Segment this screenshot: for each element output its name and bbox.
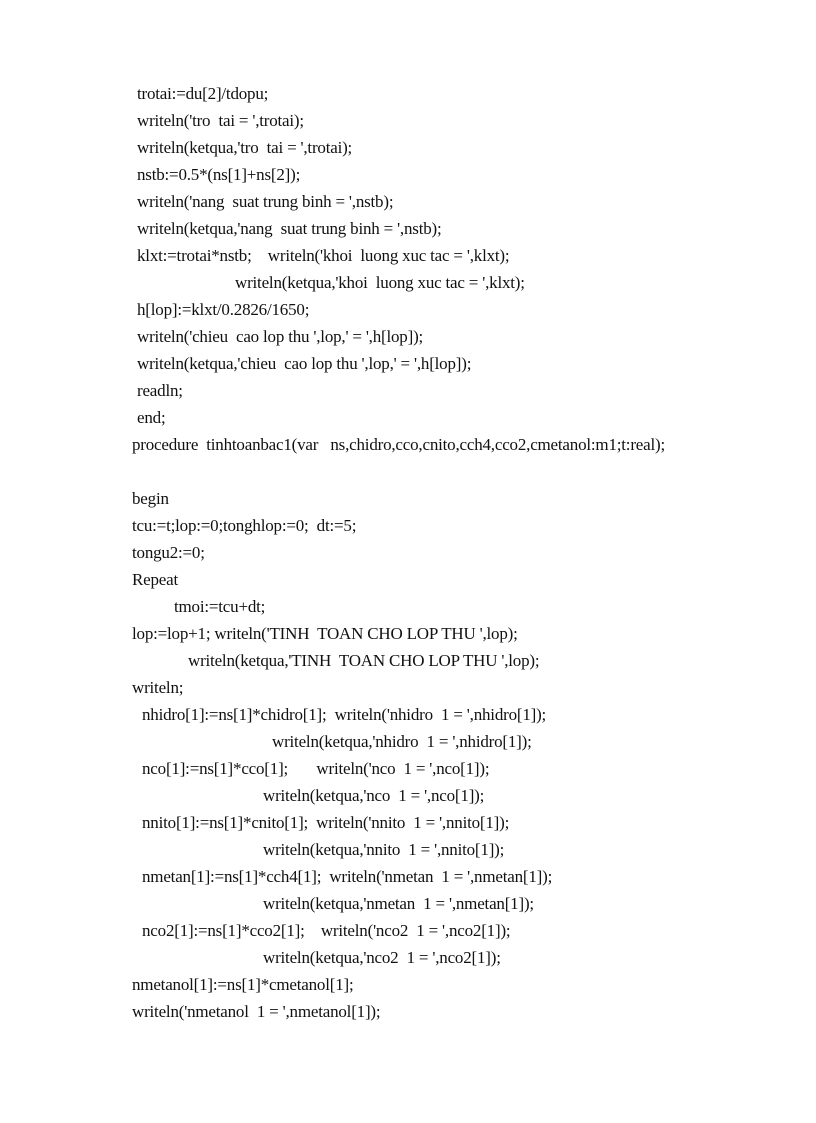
code-line: writeln(ketqua,'khoi luong xuc tac = ',klxt); [235, 273, 525, 292]
code-line: nnito[1]:=ns[1]*cnito[1]; writeln('nnito 1 = ',nnito[1]); [142, 813, 510, 832]
code-line: writeln('tro tai = ',trotai); [137, 111, 304, 130]
code-line: tongu2:=0; [132, 543, 205, 562]
code-line: end; [137, 408, 166, 427]
code-line: begin [132, 489, 169, 508]
code-line: writeln('chieu cao lop thu ',lop,' = ',h[lop]); [137, 327, 424, 346]
code-line: writeln(ketqua,'chieu cao lop thu ',lop,' = ',h[lop]); [137, 354, 472, 373]
code-line: lop:=lop+1; writeln('TINH TOAN CHO LOP THU ',lop); [132, 624, 518, 643]
code-line: trotai:=du[2]/tdopu; [137, 84, 269, 103]
code-line: writeln(ketqua,'nco 1 = ',nco[1]); [263, 786, 485, 805]
code-line: readln; [137, 381, 183, 400]
code-line: nco2[1]:=ns[1]*cco2[1]; writeln('nco2 1 = ',nco2[1]); [142, 921, 511, 940]
code-line: writeln(ketqua,'nco2 1 = ',nco2[1]); [263, 948, 501, 967]
code-line: writeln(ketqua,'nhidro 1 = ',nhidro[1]); [272, 732, 532, 751]
code-line: klxt:=trotai*nstb; writeln('khoi luong xuc tac = ',klxt); [137, 246, 510, 265]
code-line: writeln(ketqua,'TINH TOAN CHO LOP THU ',lop); [188, 651, 540, 670]
code-line: writeln('nmetanol 1 = ',nmetanol[1]); [132, 1002, 381, 1021]
code-line: procedure tinhtoanbac1(var ns,chidro,cco,cnito,cch4,cco2,cmetanol:m1;t:real); [132, 435, 665, 454]
code-line: h[lop]:=klxt/0.2826/1650; [137, 300, 310, 319]
code-line: writeln(ketqua,'nnito 1 = ',nnito[1]); [263, 840, 505, 859]
code-line: Repeat [132, 570, 178, 589]
code-line: nmetan[1]:=ns[1]*cch4[1]; writeln('nmetan 1 = ',nmetan[1]); [142, 867, 553, 886]
code-line: writeln(ketqua,'nmetan 1 = ',nmetan[1]); [263, 894, 534, 913]
code-line: nmetanol[1]:=ns[1]*cmetanol[1]; [132, 975, 354, 994]
code-line: nco[1]:=ns[1]*cco[1]; writeln('nco 1 = ',nco[1]); [142, 759, 490, 778]
code-line: nhidro[1]:=ns[1]*chidro[1]; writeln('nhidro 1 = ',nhidro[1]); [142, 705, 547, 724]
code-line: writeln; [132, 678, 184, 697]
code-line: tmoi:=tcu+dt; [174, 597, 266, 616]
code-line: writeln(ketqua,'nang suat trung binh = ',nstb); [137, 219, 442, 238]
code-line: tcu:=t;lop:=0;tonghlop:=0; dt:=5; [132, 516, 357, 535]
code-line: nstb:=0.5*(ns[1]+ns[2]); [137, 165, 301, 184]
code-line: writeln(ketqua,'tro tai = ',trotai); [137, 138, 353, 157]
code-line: writeln('nang suat trung binh = ',nstb); [137, 192, 394, 211]
